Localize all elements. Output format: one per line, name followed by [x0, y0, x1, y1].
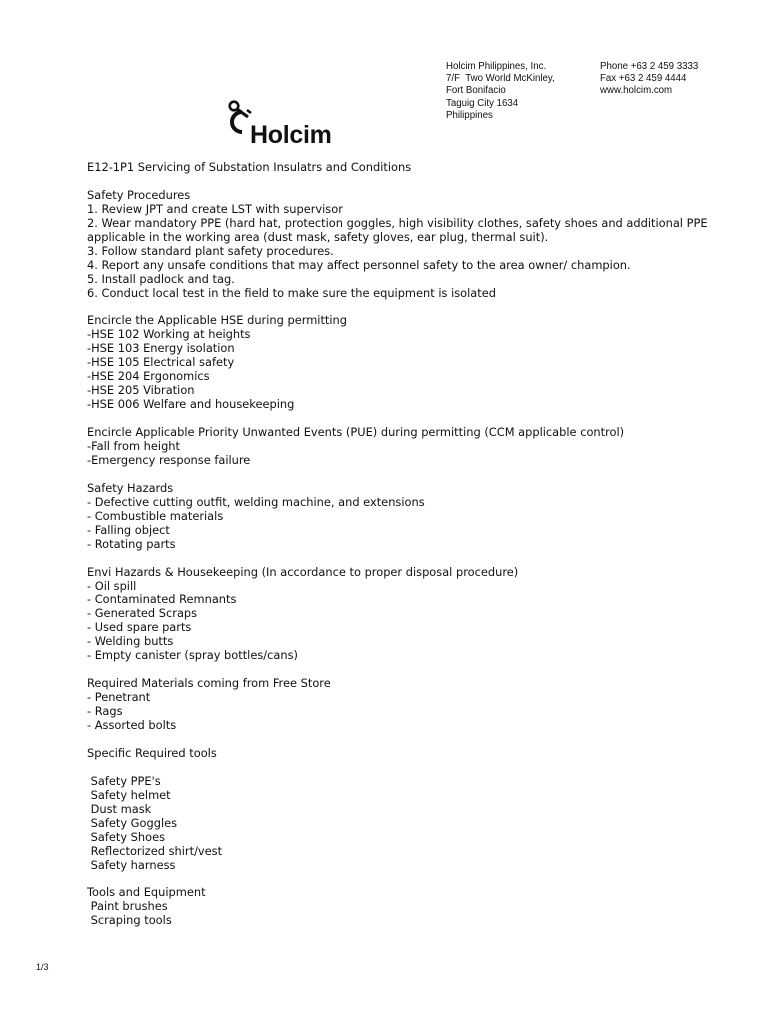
document-section — [87, 482, 727, 552]
section-list-item: -Emergency response failure — [87, 452, 251, 467]
section-list-item: - Contaminated Remnants — [87, 592, 237, 607]
holcim-logo — [222, 100, 352, 150]
section-list-item: - Combustible materials — [87, 508, 224, 523]
section-heading: Required Materials coming from Free Store — [87, 676, 331, 691]
section-list-item: - Rags — [87, 704, 123, 719]
section-list-item: 6. Conduct local test in the field to make sure the equipment is isolated — [87, 285, 496, 300]
document-title-block — [87, 161, 727, 175]
section-list-item: -HSE 105 Electrical safety — [87, 355, 235, 370]
section-heading: Safety Procedures — [87, 187, 191, 202]
address-line: Holcim Philippines, Inc. — [446, 61, 547, 72]
document-title: E12-1P1 Servicing of Substation Insulatrs and Conditions — [87, 160, 412, 174]
section-list-item: - Welding butts — [87, 634, 174, 649]
company-contact — [600, 61, 698, 98]
section-list-item: - Assorted bolts — [87, 718, 177, 733]
document-body — [87, 161, 727, 942]
section-heading: Encircle Applicable Priority Unwanted Events (PUE) during permitting (CCM applicable control) — [87, 425, 625, 440]
section-list-item: - Oil spill — [87, 578, 137, 593]
document-section — [87, 314, 727, 412]
section-list-item: -Fall from height — [87, 439, 180, 454]
address-line: 7/F Two World McKinley, — [446, 73, 555, 85]
document-section — [87, 566, 727, 664]
section-list-item: - Penetrant — [87, 690, 151, 705]
holcim-logo-text: Holcim — [250, 121, 332, 149]
section-list-item: Paint brushes — [87, 899, 168, 914]
section-list-item: Reflectorized shirt/vest — [87, 843, 223, 858]
section-list-item: 4. Report any unsafe conditions that may affect personnel safety to the area owner/ champion. — [87, 257, 631, 272]
section-list-item: 5. Install padlock and tag. — [87, 271, 235, 286]
section-list-item: Safety helmet — [87, 787, 171, 802]
section-heading: Encircle the Applicable HSE during permitting — [87, 313, 348, 328]
section-list-item: -HSE 006 Welfare and housekeeping — [87, 397, 295, 412]
website-line[interactable]: www.holcim.com — [600, 85, 673, 97]
section-list-item: 2. Wear mandatory PPE (hard hat, protection goggles, high visibility clothes, safety shoes and additional PPE applicable in the working area (dust mask, safety gloves, ear plug, thermal suit). — [87, 215, 712, 244]
document-section — [87, 677, 727, 733]
section-heading: Specific Required tools — [87, 745, 217, 760]
section-list-item: 3. Follow standard plant safety procedures. — [87, 243, 334, 258]
document-section — [87, 747, 727, 761]
section-list-item: Safety Shoes — [87, 829, 166, 844]
section-list-item: -HSE 102 Working at heights — [87, 327, 251, 342]
section-list-item: Safety Goggles — [87, 815, 178, 830]
section-heading: Envi Hazards & Housekeeping (In accordance to proper disposal procedure) — [87, 564, 519, 579]
section-list-item: -HSE 204 Ergonomics — [87, 369, 210, 384]
document-section — [87, 426, 727, 468]
address-line: Fort Bonifacio — [446, 85, 506, 97]
document-section — [87, 775, 727, 873]
page-number: 1/3 — [36, 962, 49, 972]
section-list-item: - Empty canister (spray bottles/cans) — [87, 648, 298, 663]
fax-line: Fax +63 2 459 4444 — [600, 73, 687, 85]
address-line: Philippines — [446, 109, 493, 121]
phone-line: Phone +63 2 459 3333 — [600, 61, 699, 72]
section-heading: Tools and Equipment — [87, 885, 206, 900]
section-list-item: Scraping tools — [87, 913, 172, 928]
document-section — [87, 189, 727, 301]
document-section — [87, 886, 727, 928]
section-list-item: Safety PPE's — [87, 773, 161, 788]
section-list-item: - Generated Scraps — [87, 606, 198, 621]
company-address — [446, 61, 555, 122]
section-list-item: - Used spare parts — [87, 620, 192, 635]
section-list-item: - Falling object — [87, 522, 170, 537]
section-list-item: 1. Review JPT and create LST with supervisor — [87, 201, 343, 216]
section-list-item: Dust mask — [87, 801, 152, 816]
section-list-item: - Defective cutting outfit, welding machine, and extensions — [87, 494, 425, 509]
address-line: Taguig City 1634 — [446, 97, 519, 109]
section-list-item: - Rotating parts — [87, 536, 176, 551]
section-heading: Safety Hazards — [87, 480, 174, 495]
section-list-item: -HSE 205 Vibration — [87, 383, 195, 398]
section-list-item: Safety harness — [87, 857, 176, 872]
document-sections — [87, 189, 727, 928]
section-list-item: -HSE 103 Energy isolation — [87, 341, 235, 356]
